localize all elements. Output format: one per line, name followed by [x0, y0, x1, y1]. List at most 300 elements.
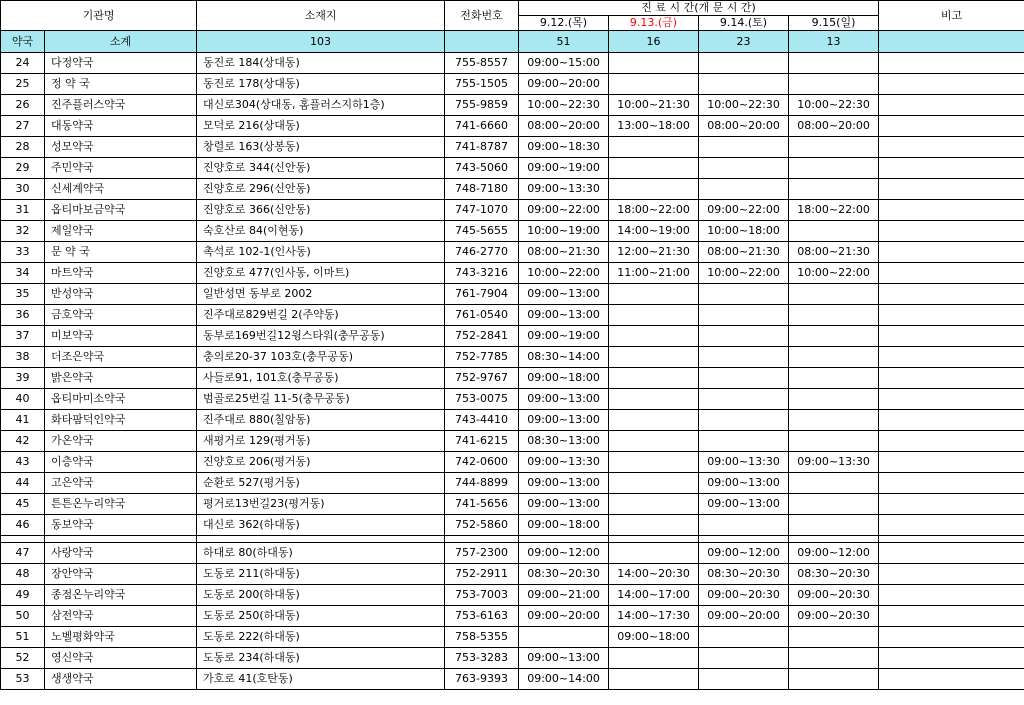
table-row — [1, 410, 1024, 431]
note-cell — [879, 410, 1024, 431]
hours-cell: 10:00~22:00 — [699, 263, 789, 284]
hours-cell: 09:00~18:00 — [519, 368, 609, 389]
hours-cell: 09:00~13:30 — [519, 179, 609, 200]
table-row — [1, 648, 1024, 669]
pharmacy-address: 도동로 211(하대동) — [197, 564, 445, 585]
pharmacy-phone: 748-7180 — [445, 179, 519, 200]
row-number: 24 — [1, 53, 45, 74]
note-cell — [879, 179, 1024, 200]
pharmacy-name: 종점온누리약국 — [45, 585, 197, 606]
hours-cell — [609, 648, 699, 669]
hours-cell: 14:00~17:00 — [609, 585, 699, 606]
hours-cell: 08:00~21:30 — [519, 242, 609, 263]
pharmacy-address: 진양호로 206(평거동) — [197, 452, 445, 473]
row-number: 28 — [1, 137, 45, 158]
hours-cell — [699, 389, 789, 410]
hours-cell: 09:00~13:00 — [519, 284, 609, 305]
hours-cell — [789, 648, 879, 669]
table-row — [1, 200, 1024, 221]
pharmacy-name: 대동약국 — [45, 116, 197, 137]
pharmacy-phone: 747-1070 — [445, 200, 519, 221]
row-number: 26 — [1, 95, 45, 116]
note-cell — [879, 200, 1024, 221]
pharmacy-phone: 753-3283 — [445, 648, 519, 669]
hours-cell: 09:00~20:30 — [789, 606, 879, 627]
hours-cell — [789, 158, 879, 179]
row-number: 45 — [1, 494, 45, 515]
pharmacy-name: 반성약국 — [45, 284, 197, 305]
pharmacy-phone: 761-0540 — [445, 305, 519, 326]
hours-cell: 12:00~21:30 — [609, 242, 699, 263]
gap-cell — [45, 536, 197, 543]
subtotal-count: 51 — [519, 31, 609, 53]
hours-cell — [789, 389, 879, 410]
hours-cell: 09:00~13:00 — [519, 410, 609, 431]
table-row — [1, 368, 1024, 389]
pharmacy-phone: 741-6215 — [445, 431, 519, 452]
pharmacy-name: 가온약국 — [45, 431, 197, 452]
hours-cell: 14:00~17:30 — [609, 606, 699, 627]
pharmacy-address: 도동로 222(하대동) — [197, 627, 445, 648]
pharmacy-phone: 752-5860 — [445, 515, 519, 536]
hours-cell: 09:00~13:00 — [519, 389, 609, 410]
table-row — [1, 158, 1024, 179]
row-number: 44 — [1, 473, 45, 494]
row-number: 47 — [1, 543, 45, 564]
pharmacy-address: 새평거로 129(평거동) — [197, 431, 445, 452]
row-number: 38 — [1, 347, 45, 368]
pharmacy-name: 생생약국 — [45, 669, 197, 690]
pharmacy-name: 옵티마보금약국 — [45, 200, 197, 221]
hours-cell — [789, 669, 879, 690]
pharmacy-name: 삼전약국 — [45, 606, 197, 627]
note-cell — [879, 137, 1024, 158]
pharmacy-phone: 752-7785 — [445, 347, 519, 368]
hours-cell: 09:00~13:30 — [699, 452, 789, 473]
hours-cell: 13:00~18:00 — [609, 116, 699, 137]
pharmacy-address: 도동로 200(하대동) — [197, 585, 445, 606]
hours-cell — [699, 515, 789, 536]
hours-cell: 08:30~20:30 — [699, 564, 789, 585]
header-row-1 — [1, 1, 1024, 16]
row-number: 36 — [1, 305, 45, 326]
pharmacy-phone: 741-5656 — [445, 494, 519, 515]
hours-cell: 10:00~22:00 — [519, 263, 609, 284]
hours-cell: 09:00~20:00 — [519, 74, 609, 95]
table-row — [1, 564, 1024, 585]
pharmacy-phone: 755-1505 — [445, 74, 519, 95]
hours-cell: 08:30~14:00 — [519, 347, 609, 368]
pharmacy-phone: 742-0600 — [445, 452, 519, 473]
hours-cell: 09:00~13:30 — [519, 452, 609, 473]
hours-cell: 09:00~13:00 — [519, 473, 609, 494]
pharmacy-phone: 752-9767 — [445, 368, 519, 389]
pharmacy-address: 창렬로 163(상봉동) — [197, 137, 445, 158]
hours-cell: 09:00~12:00 — [789, 543, 879, 564]
hours-cell — [609, 452, 699, 473]
subtotal-count: 23 — [699, 31, 789, 53]
hours-cell: 10:00~21:30 — [609, 95, 699, 116]
hours-cell — [609, 368, 699, 389]
hours-cell: 10:00~22:30 — [519, 95, 609, 116]
hours-cell: 09:00~13:00 — [519, 648, 609, 669]
row-number: 46 — [1, 515, 45, 536]
pharmacy-name: 옵티마미소약국 — [45, 389, 197, 410]
table-body — [1, 31, 1024, 690]
pharmacy-name: 이층약국 — [45, 452, 197, 473]
pharmacy-name: 주민약국 — [45, 158, 197, 179]
subtotal-label: 소계 — [45, 31, 197, 53]
subtotal-count: 13 — [789, 31, 879, 53]
gap-cell — [789, 536, 879, 543]
table-row — [1, 543, 1024, 564]
hours-cell: 10:00~22:30 — [699, 95, 789, 116]
table-row — [1, 221, 1024, 242]
table-row — [1, 347, 1024, 368]
category-cell: 약국 — [1, 31, 45, 53]
pharmacy-address: 평거로13번길23(평거동) — [197, 494, 445, 515]
row-number: 43 — [1, 452, 45, 473]
hours-cell — [609, 137, 699, 158]
row-number: 34 — [1, 263, 45, 284]
hours-cell — [519, 627, 609, 648]
hours-cell — [609, 53, 699, 74]
note-cell — [879, 648, 1024, 669]
hours-cell: 09:00~13:00 — [519, 494, 609, 515]
hours-cell — [789, 179, 879, 200]
hours-cell — [789, 368, 879, 389]
pharmacy-name: 고은약국 — [45, 473, 197, 494]
hours-cell — [699, 669, 789, 690]
hours-cell: 09:00~18:00 — [519, 515, 609, 536]
hours-cell — [609, 74, 699, 95]
pharmacy-address: 대신로304(상대동, 홈플러스지하1층) — [197, 95, 445, 116]
hours-cell: 08:00~20:00 — [519, 116, 609, 137]
pharmacy-name: 다정약국 — [45, 53, 197, 74]
row-number: 29 — [1, 158, 45, 179]
hours-cell — [699, 368, 789, 389]
row-number: 48 — [1, 564, 45, 585]
hours-cell — [789, 74, 879, 95]
hours-cell — [609, 158, 699, 179]
hours-cell — [699, 431, 789, 452]
note-cell — [879, 326, 1024, 347]
table-row — [1, 431, 1024, 452]
pharmacy-address: 대신로 362(하대동) — [197, 515, 445, 536]
hours-cell — [789, 221, 879, 242]
hours-cell — [789, 326, 879, 347]
hours-cell — [789, 494, 879, 515]
pharmacy-address: 촉석로 102-1(인사동) — [197, 242, 445, 263]
table-row — [1, 389, 1024, 410]
hours-cell: 09:00~18:00 — [609, 627, 699, 648]
hours-cell — [789, 53, 879, 74]
note-cell — [879, 158, 1024, 179]
hours-cell — [789, 431, 879, 452]
pharmacy-address: 진주대로 880(칠암동) — [197, 410, 445, 431]
pharmacy-name: 금호약국 — [45, 305, 197, 326]
note-cell — [879, 347, 1024, 368]
hours-cell: 09:00~22:00 — [519, 200, 609, 221]
table-row — [1, 263, 1024, 284]
note-cell — [879, 431, 1024, 452]
pharmacy-phone: 755-8557 — [445, 53, 519, 74]
pharmacy-phone: 743-3216 — [445, 263, 519, 284]
hours-cell — [609, 669, 699, 690]
pharmacy-address: 숙호산로 84(이현동) — [197, 221, 445, 242]
gap-cell — [609, 536, 699, 543]
gap-cell — [879, 536, 1024, 543]
row-number: 37 — [1, 326, 45, 347]
note-cell — [879, 494, 1024, 515]
pharmacy-name: 밝은약국 — [45, 368, 197, 389]
row-number: 31 — [1, 200, 45, 221]
hours-cell — [699, 179, 789, 200]
pharmacy-address: 동진로 178(상대동) — [197, 74, 445, 95]
hours-cell — [789, 473, 879, 494]
hours-cell — [699, 284, 789, 305]
hours-cell: 09:00~20:00 — [699, 606, 789, 627]
pharmacy-phone: 755-9859 — [445, 95, 519, 116]
col-note-header: 비고 — [879, 1, 1024, 31]
row-number: 49 — [1, 585, 45, 606]
note-cell — [879, 95, 1024, 116]
subtotal-count: 16 — [609, 31, 699, 53]
pharmacy-name: 정 약 국 — [45, 74, 197, 95]
hours-cell — [789, 410, 879, 431]
note-cell — [879, 263, 1024, 284]
note-cell — [879, 74, 1024, 95]
pharmacy-phone: 752-2911 — [445, 564, 519, 585]
hours-cell: 08:30~13:00 — [519, 431, 609, 452]
hours-cell — [789, 284, 879, 305]
date-header: 9.12.(목) — [519, 16, 609, 31]
table-row — [1, 585, 1024, 606]
hours-cell — [609, 431, 699, 452]
hours-cell: 10:00~22:00 — [789, 263, 879, 284]
hours-cell: 09:00~20:30 — [789, 585, 879, 606]
hours-cell — [699, 410, 789, 431]
pharmacy-name: 성모약국 — [45, 137, 197, 158]
gap-cell — [699, 536, 789, 543]
pharmacy-name: 마트약국 — [45, 263, 197, 284]
note-cell — [879, 389, 1024, 410]
hours-cell: 09:00~13:30 — [789, 452, 879, 473]
subtotal-note-cell — [879, 31, 1024, 53]
row-number: 51 — [1, 627, 45, 648]
hours-cell: 10:00~22:30 — [789, 95, 879, 116]
pharmacy-name: 문 약 국 — [45, 242, 197, 263]
pharmacy-phone: 743-5060 — [445, 158, 519, 179]
col-address-header: 소재지 — [197, 1, 445, 31]
hours-cell — [699, 627, 789, 648]
table-row — [1, 606, 1024, 627]
row-number: 52 — [1, 648, 45, 669]
note-cell — [879, 564, 1024, 585]
row-number: 27 — [1, 116, 45, 137]
hours-cell: 10:00~18:00 — [699, 221, 789, 242]
subtotal-phone-cell — [445, 31, 519, 53]
hours-cell — [609, 284, 699, 305]
note-cell — [879, 473, 1024, 494]
hours-cell: 09:00~13:00 — [699, 494, 789, 515]
pharmacy-name: 제일약국 — [45, 221, 197, 242]
table-row — [1, 326, 1024, 347]
section-gap-row — [1, 536, 1024, 543]
hours-cell: 14:00~19:00 — [609, 221, 699, 242]
pharmacy-name: 사랑약국 — [45, 543, 197, 564]
table-row — [1, 116, 1024, 137]
row-number: 35 — [1, 284, 45, 305]
table-row — [1, 74, 1024, 95]
hours-cell — [789, 305, 879, 326]
hours-cell — [699, 158, 789, 179]
pharmacy-name: 튼튼온누리약국 — [45, 494, 197, 515]
pharmacy-phone: 752-2841 — [445, 326, 519, 347]
hours-cell: 08:00~21:30 — [699, 242, 789, 263]
hours-cell: 09:00~12:00 — [519, 543, 609, 564]
date-header: 9.15(일) — [789, 16, 879, 31]
hours-cell: 08:30~20:30 — [519, 564, 609, 585]
table-row — [1, 305, 1024, 326]
note-cell — [879, 116, 1024, 137]
hours-cell — [789, 347, 879, 368]
date-header: 9.14.(토) — [699, 16, 789, 31]
hours-cell: 09:00~21:00 — [519, 585, 609, 606]
hours-cell: 09:00~14:00 — [519, 669, 609, 690]
hours-cell: 10:00~19:00 — [519, 221, 609, 242]
hours-cell — [699, 648, 789, 669]
pharmacy-phone: 753-0075 — [445, 389, 519, 410]
table-row — [1, 179, 1024, 200]
row-number: 32 — [1, 221, 45, 242]
note-cell — [879, 242, 1024, 263]
pharmacy-phone: 741-8787 — [445, 137, 519, 158]
pharmacy-address: 일반성면 동부로 2002 — [197, 284, 445, 305]
note-cell — [879, 221, 1024, 242]
row-number: 42 — [1, 431, 45, 452]
table-row — [1, 95, 1024, 116]
hours-cell: 08:00~20:00 — [789, 116, 879, 137]
note-cell — [879, 627, 1024, 648]
hours-cell — [609, 389, 699, 410]
table-row — [1, 627, 1024, 648]
pharmacy-address: 진양호로 366(신안동) — [197, 200, 445, 221]
gap-cell — [1, 536, 45, 543]
subtotal-row — [1, 31, 1024, 53]
pharmacy-address: 진주대로829번길 2(주약동) — [197, 305, 445, 326]
pharmacy-phone: 744-8899 — [445, 473, 519, 494]
hours-cell — [609, 543, 699, 564]
subtotal-address-count: 103 — [197, 31, 445, 53]
hours-cell: 11:00~21:00 — [609, 263, 699, 284]
row-number: 39 — [1, 368, 45, 389]
pharmacy-name: 노벨평화약국 — [45, 627, 197, 648]
pharmacy-address: 범골로25번길 11-5(충무공동) — [197, 389, 445, 410]
hours-cell: 08:00~21:30 — [789, 242, 879, 263]
pharmacy-name: 동보약국 — [45, 515, 197, 536]
hours-cell — [609, 326, 699, 347]
pharmacy-address: 진양호로 344(신안동) — [197, 158, 445, 179]
table-row — [1, 669, 1024, 690]
pharmacy-phone: 763-9393 — [445, 669, 519, 690]
pharmacy-phone: 757-2300 — [445, 543, 519, 564]
note-cell — [879, 585, 1024, 606]
hours-cell — [609, 305, 699, 326]
date-header-highlighted: 9.13.(금) — [609, 16, 699, 31]
pharmacy-name: 화타팜덕인약국 — [45, 410, 197, 431]
row-number: 50 — [1, 606, 45, 627]
table-row — [1, 53, 1024, 74]
row-number: 41 — [1, 410, 45, 431]
pharmacy-phone: 745-5655 — [445, 221, 519, 242]
note-cell — [879, 305, 1024, 326]
pharmacy-name: 신세계약국 — [45, 179, 197, 200]
pharmacy-address: 모덕로 216(상대동) — [197, 116, 445, 137]
col-hours-header: 진 료 시 간(개 문 시 간) — [519, 1, 879, 16]
pharmacy-address: 가호로 41(호탄동) — [197, 669, 445, 690]
pharmacy-address: 동진로 184(상대동) — [197, 53, 445, 74]
gap-cell — [445, 536, 519, 543]
col-phone-header: 전화번호 — [445, 1, 519, 31]
hours-cell — [609, 494, 699, 515]
pharmacy-address: 진양호로 296(신안동) — [197, 179, 445, 200]
hours-cell: 08:00~20:00 — [699, 116, 789, 137]
gap-cell — [519, 536, 609, 543]
pharmacy-name: 진주플러스약국 — [45, 95, 197, 116]
row-number: 53 — [1, 669, 45, 690]
hours-cell: 09:00~12:00 — [699, 543, 789, 564]
pharmacy-address: 도동로 234(하대동) — [197, 648, 445, 669]
pharmacy-phone: 746-2770 — [445, 242, 519, 263]
hours-cell: 09:00~18:30 — [519, 137, 609, 158]
hours-cell: 18:00~22:00 — [609, 200, 699, 221]
row-number: 40 — [1, 389, 45, 410]
hours-cell: 09:00~13:00 — [699, 473, 789, 494]
hours-cell — [609, 179, 699, 200]
note-cell — [879, 53, 1024, 74]
hours-cell: 09:00~20:30 — [699, 585, 789, 606]
pharmacy-phone: 753-6163 — [445, 606, 519, 627]
note-cell — [879, 606, 1024, 627]
table-row — [1, 515, 1024, 536]
hours-cell — [699, 305, 789, 326]
pharmacy-address: 사들로91, 101호(충무공동) — [197, 368, 445, 389]
note-cell — [879, 669, 1024, 690]
pharmacy-name: 영신약국 — [45, 648, 197, 669]
pharmacy-phone: 753-7003 — [445, 585, 519, 606]
pharmacy-address: 동부로169번길12윙스타워(충무공동) — [197, 326, 445, 347]
hours-cell: 09:00~22:00 — [699, 200, 789, 221]
table-row — [1, 137, 1024, 158]
hours-cell — [699, 326, 789, 347]
hours-cell — [699, 137, 789, 158]
row-number: 33 — [1, 242, 45, 263]
table-row — [1, 284, 1024, 305]
hours-cell: 18:00~22:00 — [789, 200, 879, 221]
hours-cell — [789, 627, 879, 648]
note-cell — [879, 368, 1024, 389]
hours-cell: 09:00~20:00 — [519, 606, 609, 627]
pharmacy-address: 순환로 527(평거동) — [197, 473, 445, 494]
hours-cell — [609, 410, 699, 431]
hours-cell: 14:00~20:30 — [609, 564, 699, 585]
pharmacy-name: 미보약국 — [45, 326, 197, 347]
hours-cell — [699, 74, 789, 95]
hours-cell — [699, 347, 789, 368]
hours-cell: 09:00~19:00 — [519, 326, 609, 347]
pharmacy-address: 진양호로 477(인사동, 이마트) — [197, 263, 445, 284]
